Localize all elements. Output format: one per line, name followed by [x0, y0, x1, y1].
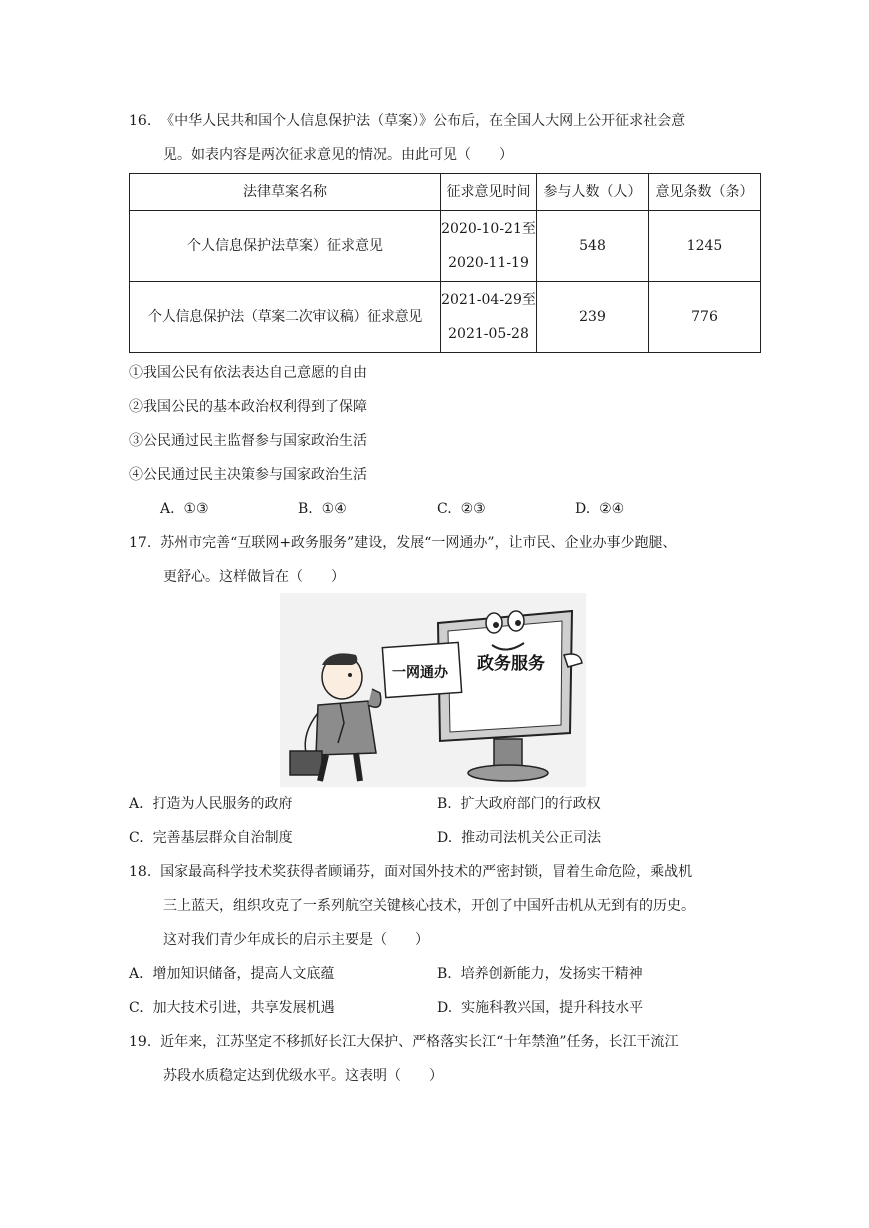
- q18-option-d[interactable]: D. 实施科教兴国，提升科技水平: [437, 1000, 644, 1016]
- table-header-row: [130, 174, 761, 211]
- paper-sign: [382, 642, 461, 697]
- time-end: 2021-05-28: [448, 326, 529, 342]
- q16-stem-line2: 见。如表内容是两次征求意见的情况。由此可见（ ）: [163, 147, 513, 163]
- table-cell-people: 239: [537, 282, 649, 353]
- table-cell-people: 548: [537, 211, 649, 282]
- sign-text: 一网通办: [392, 665, 448, 681]
- table-cell-opinions: 776: [649, 282, 761, 353]
- table-header-cell: 法律草案名称: [130, 174, 441, 211]
- cartoon-illustration: [280, 593, 586, 787]
- q17-option-a[interactable]: A. 打造为人民服务的政府: [129, 796, 293, 812]
- table-cell-name: 个人信息保护法（草案二次审议稿）征求意见: [130, 282, 441, 353]
- q18-option-c[interactable]: C. 加大技术引进，共享发展机遇: [129, 1000, 335, 1016]
- table-cell-name: 个人信息保护法草案）征求意见: [130, 211, 441, 282]
- q17-option-c[interactable]: C. 完善基层群众自治制度: [129, 830, 293, 846]
- q16-statement-2: ②我国公民的基本政治权利得到了保障: [129, 399, 367, 415]
- table-cell-opinions: 1245: [649, 211, 761, 282]
- q18-option-a[interactable]: A. 增加知识储备，提高人文底蕴: [129, 966, 335, 982]
- q17-stem-line2: 更舒心。这样做旨在（ ）: [163, 569, 345, 585]
- q18-stem-line3: 这对我们青少年成长的启示主要是（ ）: [163, 932, 429, 948]
- q16-option-c[interactable]: C. ②③: [437, 501, 486, 517]
- q17-option-d[interactable]: D. 推动司法机关公正司法: [437, 830, 602, 846]
- q18-stem-line1: 18. 国家最高科学技术奖获得者顾诵芬，面对国外技术的严密封锁，冒着生命危险，乘战机: [129, 864, 693, 880]
- q16-option-d[interactable]: D. ②④: [575, 501, 625, 517]
- q16-statement-4: ④公民通过民主决策参与国家政治生活: [129, 467, 367, 483]
- time-start: 2021-04-29至: [441, 292, 536, 308]
- q16-option-b[interactable]: B. ①④: [298, 501, 347, 517]
- table-header-cell: 意见条数（条）: [649, 174, 761, 211]
- q16-table: [129, 173, 761, 353]
- q19-stem-line1: 19. 近年来，江苏坚定不移抓好长江大保护、严格落实长江“十年禁渔”任务，长江干流江: [129, 1034, 679, 1050]
- time-end: 2020-11-19: [448, 255, 529, 271]
- q16-statement-1: ①我国公民有依法表达自己意愿的自由: [129, 365, 367, 381]
- table-cell-time: [441, 282, 537, 353]
- table-cell-time: [441, 211, 537, 282]
- q18-option-b[interactable]: B. 培养创新能力，发扬实干精神: [437, 966, 643, 982]
- table-header-cell: 征求意见时间: [441, 174, 537, 211]
- q16-stem-line1: 16. 《中华人民共和国个人信息保护法（草案）》公布后，在全国人大网上公开征求社会意: [129, 113, 686, 129]
- table-row: [130, 211, 761, 282]
- table-row: [130, 282, 761, 353]
- q18-stem-line2: 三上蓝天，组织攻克了一系列航空关键核心技术，开创了中国歼击机从无到有的历史。: [163, 898, 695, 914]
- q16-option-a[interactable]: A. ①③: [160, 501, 209, 517]
- q17-option-b[interactable]: B. 扩大政府部门的行政权: [437, 796, 601, 812]
- time-start: 2020-10-21至: [441, 221, 536, 237]
- q16-statement-3: ③公民通过民主监督参与国家政治生活: [129, 433, 367, 449]
- screen-text: 政务服务: [477, 654, 545, 674]
- table-header-cell: 参与人数（人）: [537, 174, 649, 211]
- q19-stem-line2: 苏段水质稳定达到优级水平。这表明（ ）: [163, 1068, 443, 1084]
- q17-stem-line1: 17. 苏州市完善“互联网+政务服务”建设，发展“一网通办”，让市民、企业办事少跑腿、: [129, 535, 677, 551]
